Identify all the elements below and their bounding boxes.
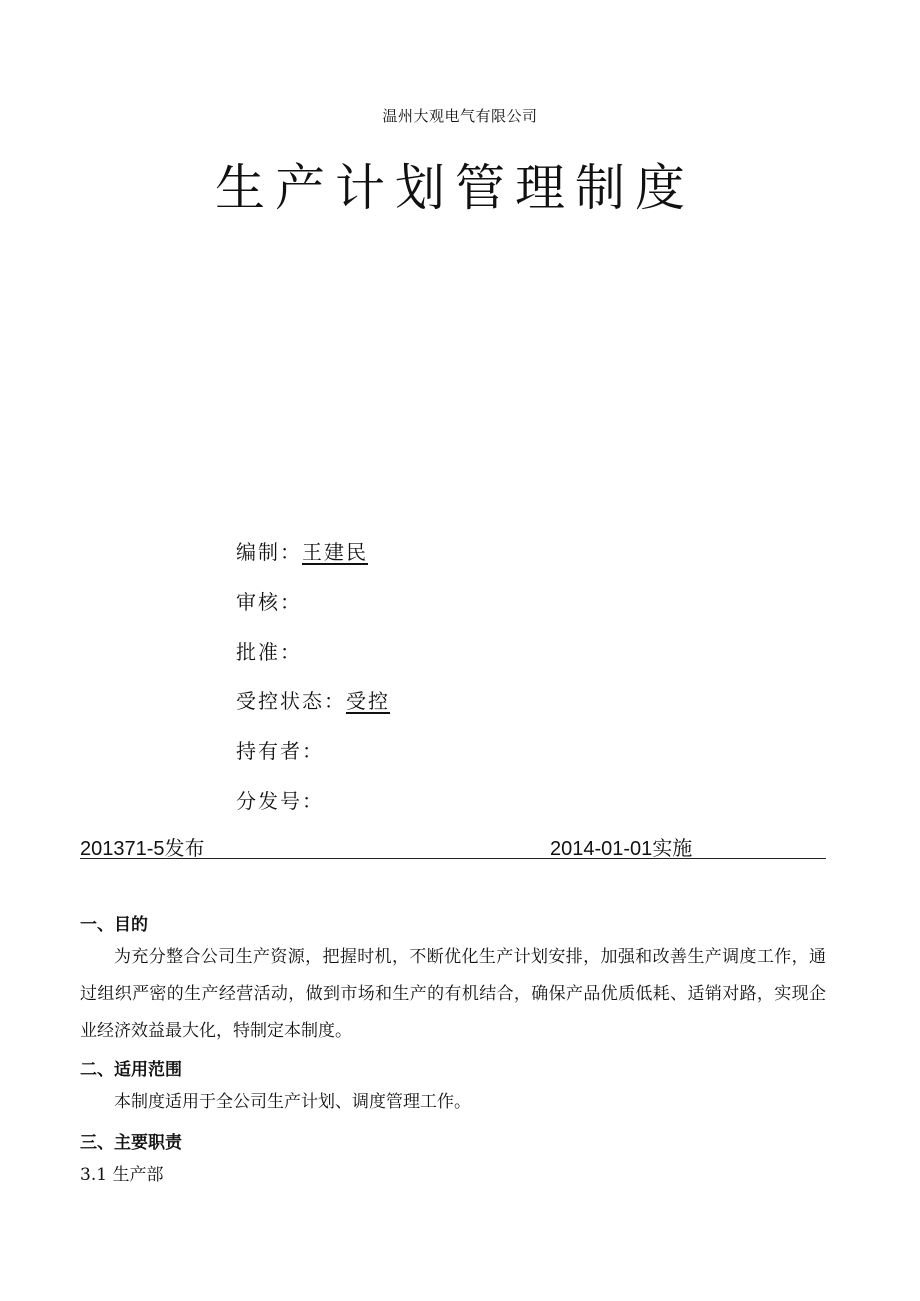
effective-date <box>550 832 692 861</box>
date-line <box>80 832 826 859</box>
control-status-label: 受控状态： <box>236 689 346 713</box>
section-scope-heading: 二、适用范围 <box>80 1060 182 1080</box>
editor-row <box>236 536 368 565</box>
effective-label: 实施 <box>652 836 693 860</box>
control-status-value: 受控 <box>346 689 390 713</box>
effective-number: 2014-01-01 <box>550 838 653 860</box>
distribution-label: 分发号： <box>236 789 324 813</box>
section-purpose-heading: 一、目的 <box>80 915 148 935</box>
reviewer-row <box>236 586 302 615</box>
approver-label: 批准： <box>236 640 302 664</box>
publish-date <box>80 832 205 861</box>
publish-label: 发布 <box>164 836 205 860</box>
reviewer-label: 审核： <box>236 590 302 614</box>
control-status-row <box>236 685 390 714</box>
editor-label: 编制： <box>236 540 302 564</box>
section-duties-subheading: 3.1 生产部 <box>80 1165 164 1185</box>
approver-row <box>236 636 302 665</box>
section-duties-heading: 三、主要职责 <box>80 1133 182 1153</box>
publish-number: 201371-5 <box>80 838 165 860</box>
holder-row <box>236 735 324 764</box>
company-name: 温州大观电气有限公司 <box>382 107 538 125</box>
distribution-row <box>236 785 324 814</box>
editor-value: 王建民 <box>302 540 368 564</box>
holder-label: 持有者： <box>236 739 324 763</box>
document-title: 生产计划管理制度 <box>215 159 695 217</box>
section-scope-body: 本制度适用于全公司生产计划、调度管理工作。 <box>114 1092 471 1112</box>
section-purpose-body: 为充分整合公司生产资源，把握时机，不断优化生产计划安排，加强和改善生产调度工作，通过组织严密的生产经营活动，做到市场和生产的有机结合，确保产品优质低耗、适销对路，实现企业经济效益最大化，特制定本制度。 <box>80 947 826 1041</box>
